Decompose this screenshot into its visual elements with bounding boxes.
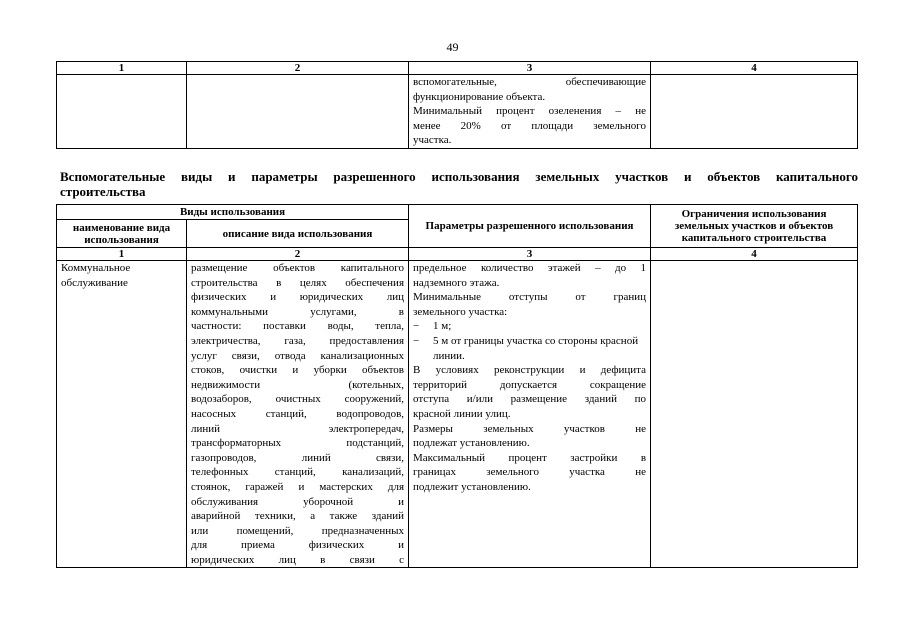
params-line: красной линии улиц.: [413, 407, 511, 420]
description-line: насосных станций, водопроводов,: [191, 407, 405, 420]
description-line: физических и юридических лиц: [191, 291, 405, 304]
column-number-row: [57, 62, 858, 75]
use-name-cell: Коммунальное обслуживание: [57, 261, 187, 568]
header-row-1: [57, 205, 858, 220]
description-line: водозаборов, очистных сооружений,: [191, 393, 405, 406]
description-line: размещение объектов капитального: [191, 262, 405, 274]
params-line: земельного участка:: [413, 305, 508, 318]
description-line: трансформаторных подстанций,: [191, 437, 405, 450]
description-line: телефонных станций, канализаций,: [191, 466, 405, 479]
heading-line-1: Вспомогательные виды и параметры разрешенного использования земельных участков и объектов капитального: [60, 169, 858, 184]
header-limits: Ограничения использования земельных участков и объектов капитального строительства: [651, 205, 858, 248]
params-line: подлежит установлению.: [413, 480, 531, 493]
page-number: 49: [446, 40, 459, 54]
params-line: Размеры земельных участков не: [413, 422, 647, 435]
col-number-4: 4: [651, 248, 858, 261]
description-line: или помещений, предназначенных: [191, 524, 405, 537]
section-heading: [60, 169, 858, 199]
params-line: отступа и/или размещение зданий по: [413, 393, 647, 406]
cont-line: Минимальный процент озеленения – не: [413, 105, 646, 118]
col-number-2: 2: [187, 248, 409, 261]
continuation-row: [57, 75, 858, 149]
list-item: − 1 м;: [413, 319, 646, 334]
description-line: строительства в целях обеспечения: [191, 276, 405, 289]
params-line: Минимальные отступы от границ: [413, 291, 647, 304]
header-uses-group: Виды использования: [57, 205, 409, 220]
cont-line: функционирование объекта.: [413, 90, 546, 103]
description-line: стоянок, гаражей и мастерских для: [191, 480, 405, 493]
description-line: для приема физических и: [191, 539, 405, 552]
description-line: коммунальными услугами, в: [191, 305, 405, 318]
params-line: Максимальный процент застройки в: [413, 451, 647, 464]
continuation-table: [56, 61, 858, 149]
description-line: услуг связи, отвода канализационных: [191, 349, 405, 362]
header-params: Параметры разрешенного использования: [409, 205, 651, 248]
cont-cell-3: [409, 75, 651, 149]
params-line: подлежат установлению.: [413, 437, 530, 450]
description-line: недвижимости (котельных,: [191, 378, 405, 391]
description-line: юридических лиц в связи с: [191, 553, 405, 566]
header-use-name: наименование вида использования: [57, 220, 187, 248]
col-number-3: 3: [409, 62, 651, 75]
use-description-cell: [187, 261, 409, 568]
description-line: аварийной техники, а также зданий: [191, 510, 405, 523]
description-line: газопроводов, линий связи,: [191, 451, 405, 464]
cont-line: менее 20% от площади земельного: [413, 119, 646, 132]
auxiliary-uses-table: [56, 204, 858, 568]
col-number-2: 2: [187, 62, 409, 75]
description-line: частности: поставки воды, тепла,: [191, 320, 405, 333]
setback-list: [413, 319, 646, 363]
params-line: надземного этажа.: [413, 276, 500, 289]
params-line: предельное количество этажей – до 1: [413, 262, 647, 274]
cont-cell-1: [57, 75, 187, 149]
col-number-1: 1: [57, 62, 187, 75]
params-line: границах земельного участка не: [413, 466, 647, 479]
header-use-description: описание вида использования: [187, 220, 409, 248]
params-line: территорий допускается сокращение: [413, 378, 647, 391]
col-number-1: 1: [57, 248, 187, 261]
description-line: стоков, очистки и уборки объектов: [191, 364, 405, 377]
description-line: линий электропередач,: [191, 422, 405, 435]
heading-line-2: строительства: [60, 184, 146, 199]
params-cell: [409, 261, 651, 568]
column-number-row: [57, 248, 858, 261]
cont-line: участка.: [413, 134, 452, 147]
description-line: обслуживания уборочной и: [191, 495, 405, 508]
cont-cell-4: [651, 75, 858, 149]
list-item: − 5 м от границы участка со стороны красной линии.: [413, 334, 646, 363]
description-line: электричества, газа, предоставления: [191, 334, 405, 347]
cont-line: вспомогательные, обеспечивающие: [413, 76, 646, 88]
cont-cell-2: [187, 75, 409, 149]
col-number-3: 3: [409, 248, 651, 261]
col-number-4: 4: [651, 62, 858, 75]
table-row: [57, 261, 858, 568]
limits-cell: [651, 261, 858, 568]
params-line: В условиях реконструкции и дефицита: [413, 364, 647, 377]
